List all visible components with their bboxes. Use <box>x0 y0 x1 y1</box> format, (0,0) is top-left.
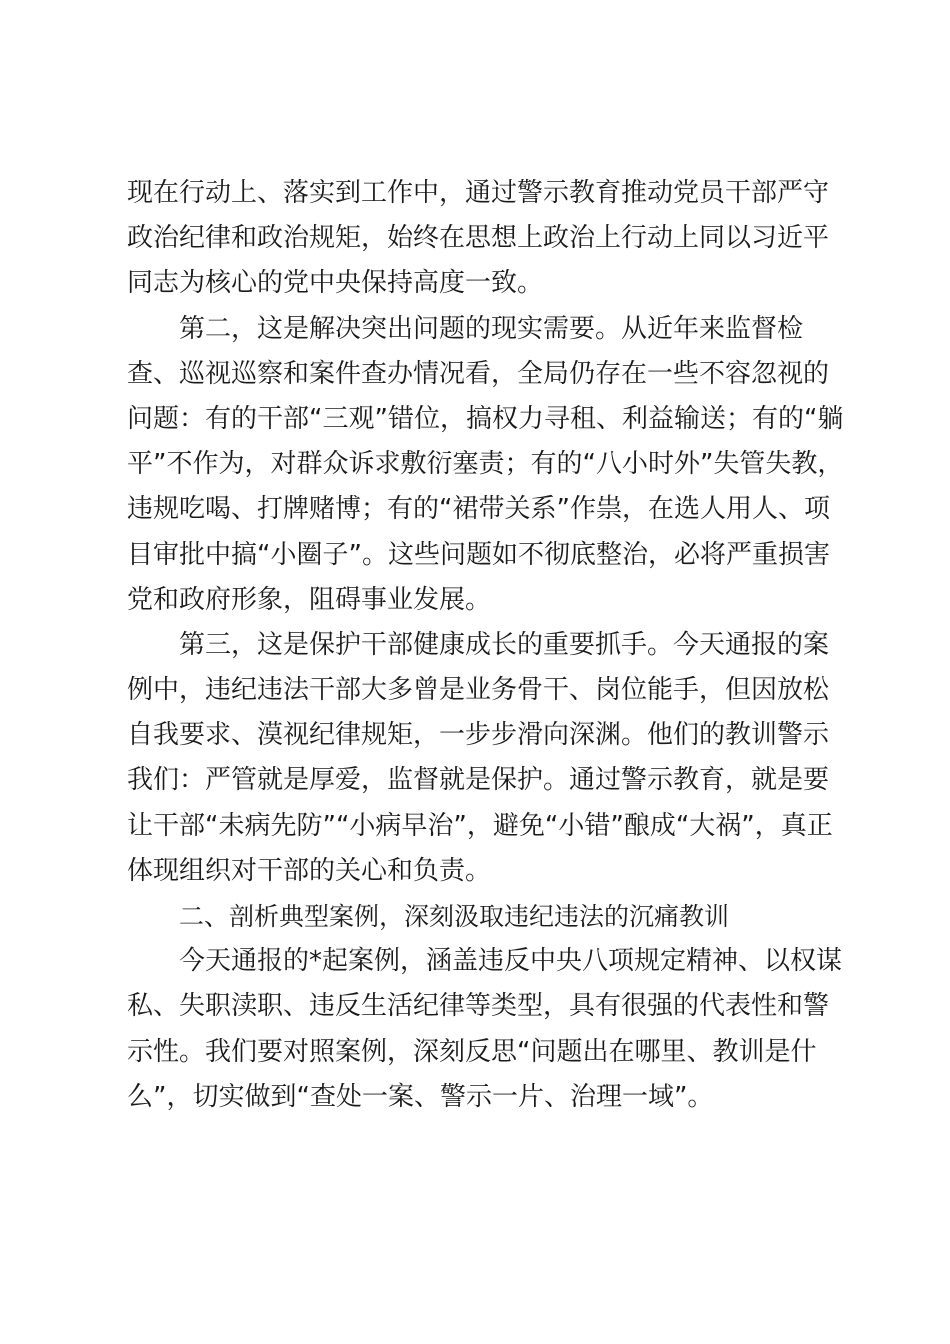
text-line: 政治纪律和政治规矩，始终在思想上政治上行动上同以习近平 <box>127 223 830 254</box>
text-line: 查、巡视巡察和案件查办情况看，全局仍存在一些不容忽视的 <box>127 358 830 389</box>
paragraph-start-line: 今天通报的*起案例，涵盖违反中央八项规定精神、以权谋 <box>179 946 843 977</box>
text-line: 私、失职渎职、违反生活纪律等类型，具有很强的代表性和警 <box>127 991 830 1022</box>
text-line: 我们：严管就是厚爱，监督就是保护。通过警示教育，就是要 <box>127 765 830 796</box>
text-line: 党和政府形象，阻碍事业发展。 <box>127 584 492 615</box>
body-text <box>127 171 844 1120</box>
text-line: 现在行动上、落实到工作中，通过警示教育推动党员干部严守 <box>127 178 830 208</box>
text-line: 同志为核心的党中央保持高度一致。 <box>127 268 544 299</box>
text-line: 平”不作为，对群众诉求敷衍塞责；有的“八小时外”失管失教， <box>127 449 844 480</box>
text-line: 示性。我们要对照案例，深刻反思“问题出在哪里、教训是什 <box>127 1036 817 1067</box>
paragraph-start-line: 第二，这是解决突出问题的现实需要。从近年来监督检 <box>179 313 804 344</box>
text-line: 问题：有的干部“三观”错位，搞权力寻租、利益输送；有的“躺 <box>127 403 844 434</box>
text-line: 么”，切实做到“查处一案、警示一片、治理一域”。 <box>127 1081 714 1112</box>
text-line: 例中，违纪违法干部大多曾是业务骨干、岗位能手，但因放松 <box>127 675 830 706</box>
section-heading: 二、剖析典型案例，深刻汲取违纪违法的沉痛教训 <box>179 902 730 931</box>
text-line: 目审批中搞“小圈子”。这些问题如不彻底整治，必将严重损害 <box>127 539 830 570</box>
text-line: 让干部“未病先防”“小病早治”，避免“小错”酿成“大祸”，真正 <box>127 810 833 841</box>
text-line: 违规吃喝、打牌赌博；有的“裙带关系”作祟，在选人用人、项 <box>127 494 830 525</box>
text-line: 体现组织对干部的关心和负责。 <box>127 855 492 886</box>
text-line: 自我要求、漠视纪律规矩，一步步滑向深渊。他们的教训警示 <box>127 720 830 751</box>
paragraph-start-line: 第三，这是保护干部健康成长的重要抓手。今天通报的案 <box>179 629 830 660</box>
